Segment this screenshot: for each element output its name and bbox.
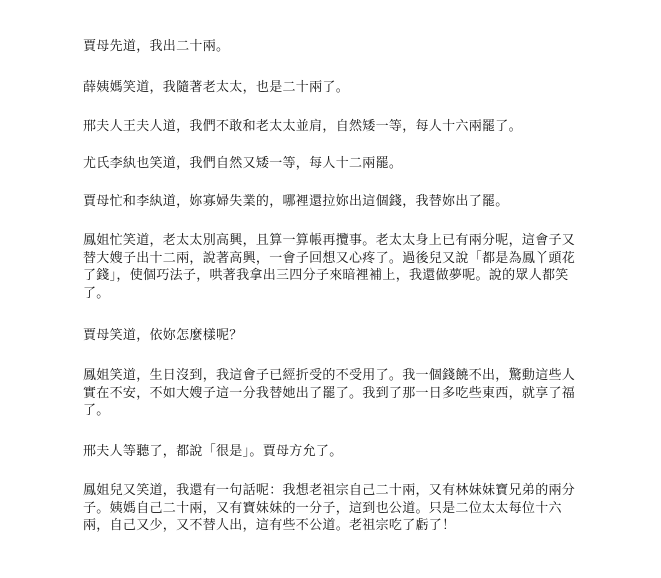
paragraph-4: 尤氏李紈也笑道，我們自然又矮一等，每人十二兩罷。 bbox=[83, 156, 403, 171]
paragraph-6: 鳳姐忙笑道，老太太別高興，且算一算帳再攬事。老太太身上已有兩分呢，這會子又替大嫂子出十二兩，說著高興，一會子回想又心疼了。過後兒又說「都是為鳳丫頭花了錢」，使個巧法子，哄著我拿出三四分子來暗裡補上，我還做夢呢。說的眾人都笑了。 bbox=[83, 233, 576, 301]
paragraph-9: 邢夫人等聽了，都說「很是」。賈母方允了。 bbox=[83, 444, 343, 459]
paragraph-10: 鳳姐兒又笑道，我還有一句話呢：我想老祖宗自己二十兩，又有林妹妹寶兄弟的兩分子。姨媽自己二十兩，又有寶妹妹的一分子，這到也公道。只是二位太太每位十六兩，自己又少，又不替人出，這有些不公道。老祖宗吃了虧了！ bbox=[83, 483, 576, 533]
paragraph-2: 薛姨媽笑道，我隨著老太太，也是二十兩了。 bbox=[83, 80, 350, 95]
paragraph-8: 鳳姐笑道，生日沒到，我這會子已經折受的不受用了。我一個錢饒不出，驚動這些人實在不安，不如大嫂子這一分我替她出了罷了。我到了那一日多吃些東西，就享了福了。 bbox=[83, 368, 576, 418]
paragraph-3: 邢夫人王夫人道，我們不敢和老太太並肩，自然矮一等，每人十六兩罷了。 bbox=[83, 119, 522, 134]
paragraph-5: 賈母忙和李紈道，妳寡婦失業的，哪裡還拉妳出這個錢，我替妳出了罷。 bbox=[83, 194, 509, 209]
paragraph-1: 賈母先道，我出二十兩。 bbox=[83, 39, 230, 54]
paragraph-7: 賈母笑道，依妳怎麼樣呢？ bbox=[83, 328, 243, 343]
